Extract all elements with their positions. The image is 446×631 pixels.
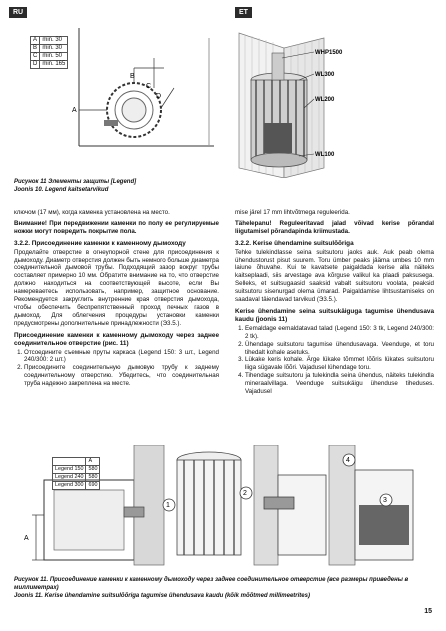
- warning-text: Tähelepanu! Reguleeritavad jalad võivad kerise põrandal liigutamisel põrandapinda kriimustada.: [235, 219, 434, 235]
- paragraph: Проделайте отверстие в огнеупорной стене для присоединения к дымоходу. Диаметр отверстия должен быть немного больше диаметра соединительной дымовой трубы. Подходящий зазор вокруг трубы составляет примерно 10 мм. Обратите внимание на то, что отверстие должно находиться на соответствующей высоте, если Вы намереваетесь использовать, например, защитное основание. Рекомендуется закруглить внутренние края отверстия дымохода, чтобы обеспечить беспрепятственный проход печных газов в дымоход. Для облегчения процедуры установки каменки предусмотрены дополнительные принадлежности (Э3.5.).: [14, 248, 219, 327]
- language-tag-ru: RU: [9, 7, 27, 18]
- label-wl200: WL200: [315, 97, 335, 103]
- list-item: 3. Lükake keris kohale. Ärge lükake tõmmet lõõris lükates suitsutoru liiga sügavale lõõri. Vajadusel lühendage toru.: [245, 356, 434, 372]
- cell: A: [31, 37, 40, 45]
- list-item: 2. Присоедините соединительную дымовую трубу к заднему соединительному отверстию. Убедитесь, что соединительная труба надежно закреплена на месте.: [24, 364, 219, 388]
- cell: Legend 300: [53, 482, 86, 490]
- label-whp1500: WHP1500: [315, 50, 343, 56]
- step-marker-1: 1: [166, 502, 170, 509]
- table-row: [31, 61, 68, 69]
- cell: min. 30: [40, 45, 68, 53]
- cell: D: [31, 61, 40, 69]
- figure-protective-elements: [14, 28, 434, 178]
- table-row: [53, 466, 100, 474]
- pipe-connection-drawing: [240, 445, 326, 565]
- label-wl100: WL100: [315, 152, 335, 158]
- heater-perspective-drawing: [239, 33, 324, 178]
- list-item: 4. Tihendage suitsutoru ja tulekindla seina ühendus, näiteks tulekindla mineraalvillaga. Veenduge suitsukäigu ühenduse tiheduses. Vajadusel: [245, 372, 434, 396]
- table-row: [31, 53, 68, 61]
- cell: C: [31, 53, 40, 61]
- list-item: 1. Eemaldage eemaldatavad talad (Legend 150: 3 tk, Legend 240/300: 2 tk).: [245, 325, 434, 341]
- paragraph: ключом (17 мм), когда каменка установлена на место.: [14, 209, 170, 216]
- cell: B: [31, 45, 40, 53]
- step-list: [14, 349, 219, 389]
- warning-text: Внимание! При передвижении каменки по полу ее регулируемые ножки могут повредить покрытие пола.: [14, 219, 219, 235]
- dim-letter-b: B: [130, 73, 135, 80]
- figure-caption-ru-top: Рисунок 11 Элементы защиты [Legend]: [14, 179, 137, 185]
- table-row: [53, 458, 100, 466]
- column-russian: [14, 209, 219, 388]
- table-row: [53, 482, 100, 490]
- subsection-heading: Присоединение каменки к каменному дымоходу через заднее соединительное отверстие (рис. 11): [14, 331, 219, 347]
- paragraph: Tehke tulekindlasse seina suitsutoru jaoks auk. Auk peab olema ühendustorust pisut suurem. Toru ümber peaks jääma umbes 10 mm laiune õhuvahe. Kui te kavatsete paigaldada kerise alla näiteks kaitseplaadi, siis arvestage ava kõrguse valikul ka plaadi paksusega. Selleks, et suitsugaasid saaksid vabalt suitsutoru voolata, peaksid suitsutoru sisenurgad olema ümarad. Paigaldamise lihtsustamiseks on saadaval täiendavad tarvikud (Э3.5.).: [235, 248, 434, 304]
- label-wl300: WL300: [315, 72, 335, 78]
- cell: min. 165: [40, 61, 68, 69]
- cell: min. 30: [40, 37, 68, 45]
- table-row: [31, 45, 68, 53]
- list-item: 2. Ühendage suitsutoru tagumise ühendusavaga. Veenduge, et toru tihedalt kohale asetuks.: [245, 341, 434, 357]
- dim-label-a: A: [24, 535, 29, 542]
- clearance-table: [30, 36, 68, 69]
- column-estonian: [235, 209, 434, 396]
- figure-caption-et-top: Joonis 10. Legend kaitsetarvikud: [14, 187, 109, 193]
- cell: min. 50: [40, 53, 68, 61]
- cell: Legend 150: [53, 466, 86, 474]
- paragraph: mise järel 17 mm lihtvõtmega reguleerida.: [235, 209, 350, 216]
- dim-letter-a: A: [72, 107, 77, 114]
- figure-caption-ru-bottom: Рисунок 11. Присоединение каменки к каменному дымоходу через заднее соединительное отверстие (все размеры приведены в миллиметрах): [14, 577, 409, 591]
- page-number: 15: [424, 608, 432, 615]
- table-row: [53, 474, 100, 482]
- cell: 580: [86, 466, 100, 474]
- step-marker-4: 4: [346, 457, 350, 464]
- step-list: [235, 325, 434, 396]
- list-item: 1. Отсоедините съемные пруты каркаса (Legend 150: 3 шт., Legend 240/300: 2 шт.): [24, 349, 219, 365]
- cell: A: [86, 458, 100, 466]
- step-marker-3: 3: [383, 497, 387, 504]
- dim-letter-d: D: [156, 93, 162, 100]
- language-tag-et: ET: [235, 7, 252, 18]
- dim-letter-c: C: [146, 83, 152, 90]
- subsection-heading: Kerise ühendamine seina suitsukäiguga tagumise ühendusava kaudu (joonis 11): [235, 307, 434, 323]
- heater-rods-drawing: [163, 452, 241, 555]
- cell: Legend 240: [53, 474, 86, 482]
- section-heading: 3.2.2. Kerise ühendamine suitsulõõriga: [235, 239, 354, 247]
- height-table: [52, 457, 100, 490]
- cell: [53, 458, 86, 466]
- sealed-installation-drawing: [329, 445, 413, 565]
- cell: 690: [86, 482, 100, 490]
- figure-caption-et-bottom: Joonis 11. Kerise ühendamine suitsulõõriga tagumise ühendusava kaudu (kõik mõõtmed millimeetrites): [14, 593, 310, 599]
- section-heading: 3.2.2. Присоединение каменки к каменному дымоходу: [14, 239, 186, 247]
- step-marker-2: 2: [243, 490, 247, 497]
- table-row: [31, 37, 68, 45]
- cell: 580: [86, 474, 100, 482]
